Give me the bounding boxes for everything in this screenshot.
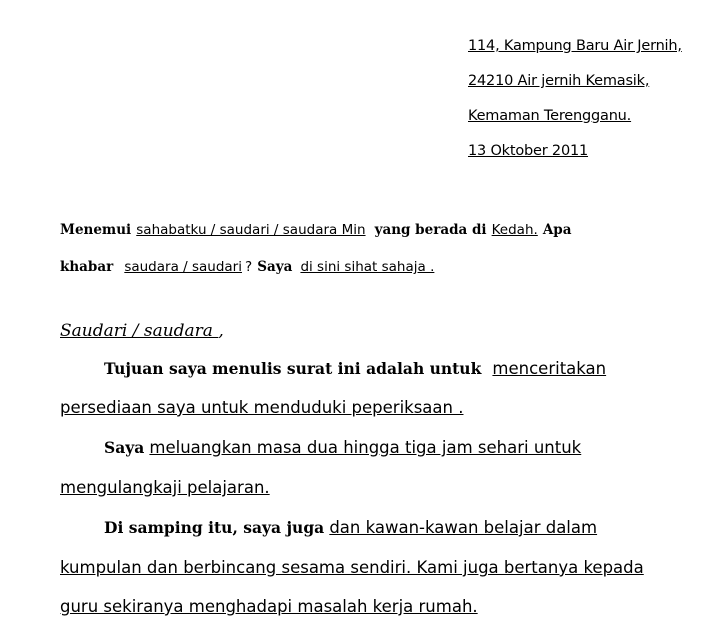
salutation-comma: , xyxy=(218,321,224,341)
salutation-text: Saudari / saudara xyxy=(60,321,219,341)
health-status: di sini sihat sahaja . xyxy=(300,259,435,275)
greeting-line-1 xyxy=(60,219,571,238)
paragraph-3-line-2 xyxy=(60,558,644,577)
paragraph-1-text: menceritakan xyxy=(492,359,607,378)
greeting-word: Menemui xyxy=(60,222,132,238)
paragraph-2-line-1 xyxy=(104,438,581,457)
address-line-3: Kemaman Terengganu. xyxy=(468,108,632,124)
letter-date: 13 Oktober 2011 xyxy=(468,143,589,159)
address-line-1: 114, Kampung Baru Air Jernih, xyxy=(468,38,682,54)
recipient-location: Kedah. xyxy=(491,222,538,238)
paragraph-1-text-2: persediaan saya untuk menduduki peperiksaan . xyxy=(60,398,464,417)
paragraph-2-line-2 xyxy=(60,478,270,497)
paragraph-3-text: dan kawan-kawan belajar dalam xyxy=(329,518,598,537)
paragraph-3-lead: Di samping itu, saya juga xyxy=(104,518,325,537)
paragraph-1-line-1 xyxy=(104,359,606,378)
recipient-name: sahabatku / saudari / saudara Min xyxy=(136,222,366,238)
paragraph-2-text: meluangkan masa dua hingga tiga jam sehari untuk xyxy=(149,438,582,457)
paragraph-3-line-1 xyxy=(104,518,597,537)
greeting-word-2: khabar xyxy=(60,259,114,275)
paragraph-1-line-2 xyxy=(60,398,463,417)
recipient-title: saudara / saudari xyxy=(124,259,242,275)
paragraph-3-line-3 xyxy=(60,597,478,616)
salutation xyxy=(60,321,224,341)
paragraph-3-text-2: kumpulan dan berbincang sesama sendiri. Kami juga bertanya kepada xyxy=(60,558,644,577)
paragraph-3-text-3: guru sekiranya menghadapi masalah kerja rumah. xyxy=(60,597,478,616)
paragraph-2-lead: Saya xyxy=(104,438,145,457)
paragraph-1-lead: Tujuan saya menulis surat ini adalah untuk xyxy=(104,359,482,378)
greeting-line-2 xyxy=(60,256,434,275)
greeting-word-3: Saya xyxy=(257,259,293,275)
address-line-2: 24210 Air jernih Kemasik, xyxy=(468,73,650,89)
greeting-text: yang berada di xyxy=(374,222,487,238)
greeting-text-2: Apa xyxy=(542,222,572,238)
paragraph-2-text-2: mengulangkaji pelajaran. xyxy=(60,478,270,497)
question-mark: ? xyxy=(244,259,253,275)
